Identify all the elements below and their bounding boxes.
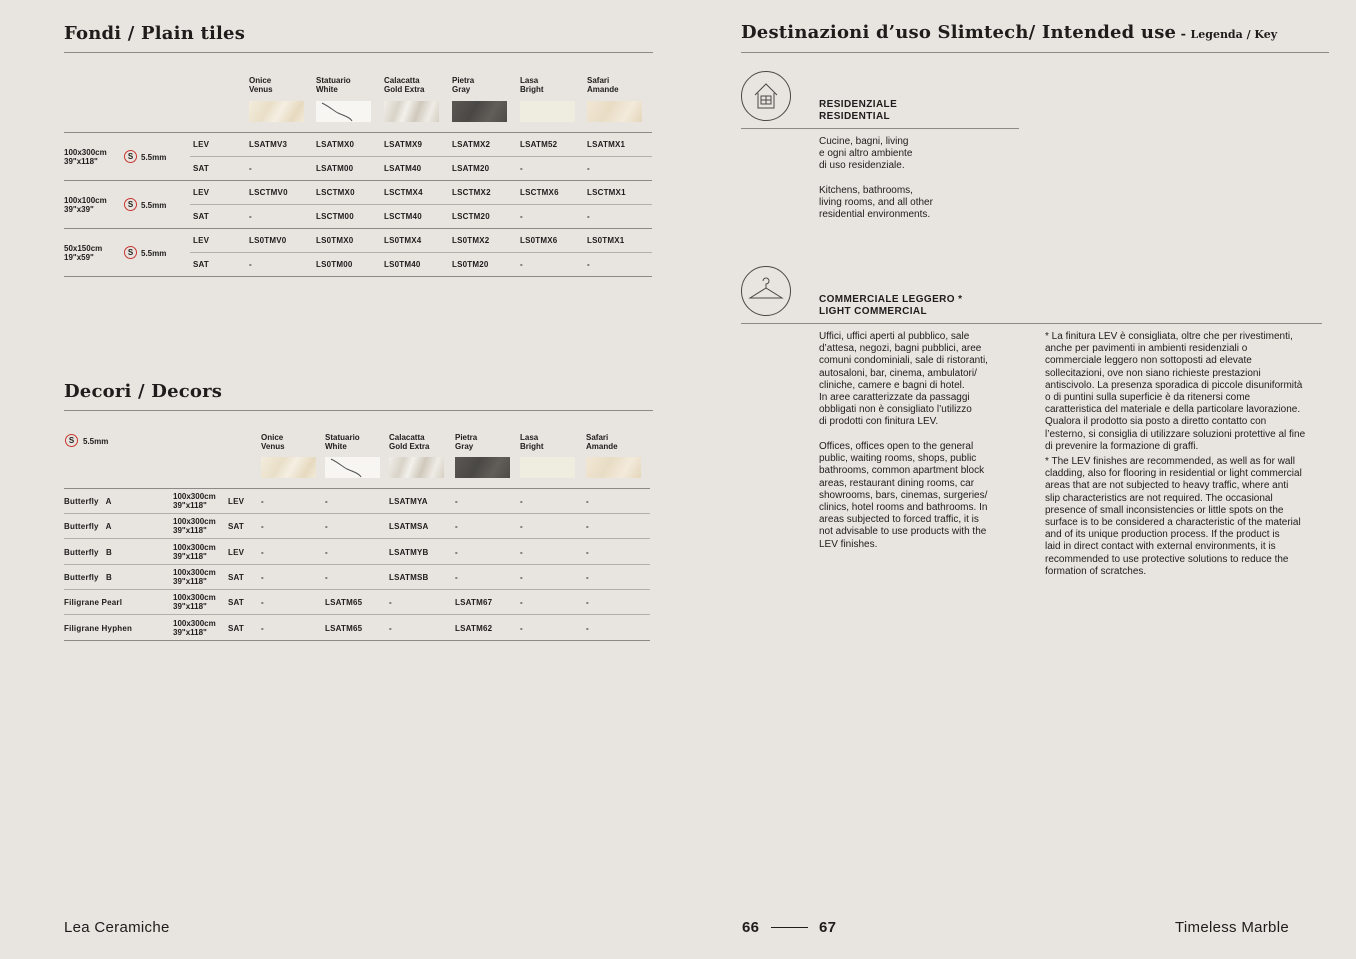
product-code: - — [389, 598, 392, 608]
table-top-rule — [64, 488, 650, 489]
color-header: Calacatta — [384, 76, 420, 85]
finish-label: LEV — [228, 497, 245, 506]
tile-size: 50x150cm — [64, 244, 103, 253]
page-number-right: 67 — [819, 919, 837, 936]
product-code: LS0TMX1 — [587, 236, 625, 245]
row-rule — [64, 564, 650, 565]
color-header: Safari — [587, 76, 610, 85]
slimtech-thickness-icon: S — [124, 150, 137, 163]
text-line: areas that are not subjected to heavy traffic, where anti — [1045, 480, 1289, 492]
product-code: LS0TMX2 — [452, 236, 490, 245]
tile-size-inches: 39"x118" — [173, 576, 207, 586]
color-header: Statuario — [325, 433, 360, 442]
text-line: comuni condominiali, sale di ristoranti, — [819, 355, 988, 367]
product-code: - — [261, 497, 264, 506]
text-line: di prevenire la formazione di graffi. — [1045, 440, 1199, 452]
text-line: * La finitura LEV è consigliata, oltre che per rivestimenti, — [1045, 331, 1293, 342]
text-line: public, waiting rooms, shops, public — [819, 453, 977, 465]
product-code: LSATMX1 — [587, 140, 626, 149]
product-code: - — [586, 497, 589, 506]
finish-label: LEV — [193, 140, 210, 149]
table-top-rule — [64, 132, 652, 133]
color-swatch — [389, 457, 444, 478]
product-code: LSATMX2 — [452, 140, 491, 149]
row-rule — [190, 156, 652, 157]
text-line: * The LEV finishes are recommended, as well as for wall — [1045, 456, 1295, 467]
text-line: caratteristica del materiale e della particolare lavorazione. — [1045, 404, 1301, 416]
product-code: - — [261, 547, 264, 557]
text-line: anche per pavimenti in ambienti residenziali o — [1045, 343, 1248, 355]
color-header: Gray — [452, 85, 471, 94]
product-code: LSATM40 — [384, 164, 422, 173]
product-code: - — [520, 497, 523, 506]
color-swatch — [455, 457, 510, 478]
product-code: - — [520, 164, 523, 173]
tile-size-inches: 39"x39" — [64, 205, 94, 214]
text-line: Kitchens, bathrooms, — [819, 185, 913, 196]
product-code: - — [455, 572, 458, 582]
commercial-text-it — [819, 331, 988, 429]
decor-thickness: 5.5mm — [83, 437, 109, 446]
color-swatch — [325, 457, 380, 478]
text-line: slip characteristics are not required. The occasional — [1045, 492, 1273, 504]
text-line: autosaloni, bar, cinema, ambulatori/ — [819, 367, 977, 379]
text-line: commerciale leggero non sottoposti ad elevate — [1045, 355, 1252, 367]
commercial-text-en — [819, 441, 987, 551]
product-code: LSATM20 — [452, 164, 490, 173]
color-header: Amande — [586, 442, 618, 451]
text-line: surface is to be considered a characteristic of the material — [1045, 517, 1301, 529]
collection-name: Timeless Marble — [1175, 919, 1289, 936]
product-code: LSCTM40 — [384, 212, 422, 221]
residential-heading-it: RESIDENZIALE — [819, 99, 898, 110]
product-code: - — [389, 623, 392, 633]
intended-use-title: Destinazioni d’uso Slimtech/ Intended use — [741, 22, 1177, 43]
product-code: - — [587, 212, 590, 221]
product-code: LS0TM00 — [316, 260, 353, 269]
row-rule — [64, 589, 650, 590]
product-code: - — [261, 598, 264, 608]
product-code: LS0TMX0 — [316, 236, 354, 245]
color-swatch — [520, 101, 575, 122]
finish-label: SAT — [193, 260, 210, 269]
group-rule — [64, 180, 652, 181]
tile-size: 100x300cm — [173, 517, 216, 527]
product-code: LSATM52 — [520, 140, 558, 149]
legend-key-label: Legenda / Key — [1190, 28, 1278, 41]
page-number-left: 66 — [742, 919, 760, 936]
product-code: LS0TMX4 — [384, 236, 422, 245]
color-header: Gold Extra — [389, 442, 430, 451]
slimtech-thickness-icon: S — [124, 246, 137, 259]
lev-note-en — [1045, 456, 1302, 578]
tile-size-inches: 39"x118" — [173, 627, 207, 637]
page-number-divider — [771, 927, 808, 928]
decor-name: Filigrane Hyphen — [64, 623, 133, 633]
color-header: Gray — [455, 442, 474, 451]
product-code: LSATMYA — [389, 497, 428, 506]
decor-name: Filigrane Pearl — [64, 598, 123, 608]
decor-name: Butterfly B — [64, 572, 112, 582]
product-code: LSCTMX0 — [316, 188, 355, 197]
text-line: Cucine, bagni, living — [819, 136, 909, 147]
tile-size: 100x300cm — [173, 618, 216, 628]
product-code: - — [261, 522, 264, 532]
text-line: areas subjected to forced traffic, it is — [819, 514, 979, 526]
text-line: residential environments. — [819, 209, 931, 221]
product-code: LSATMSB — [389, 572, 429, 582]
color-header: Amande — [587, 85, 619, 94]
product-code: LS0TMV0 — [249, 236, 287, 245]
finish-label: SAT — [193, 164, 210, 173]
brand-name: Lea Ceramiche — [64, 919, 170, 936]
commercial-divider — [741, 323, 1322, 324]
hanger-icon — [741, 266, 791, 316]
finish-label: SAT — [228, 572, 245, 582]
product-code: - — [455, 497, 458, 506]
color-header: Bright — [520, 442, 544, 451]
color-swatch — [261, 457, 316, 478]
tile-size-inches: 19"x59" — [64, 253, 94, 262]
tile-size-inches: 39"x118" — [173, 602, 207, 612]
color-header: Safari — [586, 433, 609, 442]
product-code: LSCTM00 — [316, 212, 354, 221]
tile-size: 100x300cm — [173, 593, 216, 603]
decors-title: Decori / Decors — [64, 381, 223, 402]
color-swatch — [249, 101, 304, 122]
text-line: areas, restaurant dining rooms, car — [819, 477, 975, 489]
product-code: LSCTMX6 — [520, 188, 559, 197]
finish-label: SAT — [228, 598, 245, 608]
row-rule — [190, 252, 652, 253]
product-code: LSATM67 — [455, 598, 493, 608]
intended-use-heading — [741, 22, 1277, 43]
group-rule — [64, 276, 652, 277]
color-swatch — [452, 101, 507, 122]
product-code: - — [520, 572, 523, 582]
tile-size: 100x100cm — [64, 196, 107, 205]
color-swatch — [384, 101, 439, 122]
text-line: formation of scratches. — [1045, 565, 1147, 577]
product-code: - — [587, 260, 590, 269]
product-code: - — [520, 260, 523, 269]
text-line: antiscivolo. La presenza sporadica di piccole disuniformità — [1045, 379, 1303, 391]
product-code: LSCTMX4 — [384, 188, 423, 197]
product-code: - — [520, 623, 523, 633]
finish-label: SAT — [228, 522, 245, 532]
text-line: recommended to use protective solutions to reduce the — [1045, 553, 1289, 565]
lev-note-it — [1045, 331, 1305, 453]
product-code: - — [586, 623, 589, 633]
decor-name: Butterfly A — [64, 522, 112, 532]
residential-text-it — [819, 136, 912, 173]
product-code: LSCTM20 — [452, 212, 490, 221]
color-header: Statuario — [316, 76, 351, 85]
color-swatch — [316, 101, 371, 122]
product-code: - — [520, 522, 523, 532]
color-header: Bright — [520, 85, 544, 94]
text-line: presence of small inconsistencies or little spots on the — [1045, 504, 1284, 516]
color-header: Pietra — [452, 76, 475, 85]
color-swatch — [520, 457, 575, 478]
color-header: Pietra — [455, 433, 478, 442]
product-code: - — [455, 522, 458, 532]
title-separator: - — [1180, 27, 1187, 42]
row-rule — [64, 538, 650, 539]
residential-heading-en: RESIDENTIAL — [819, 111, 891, 122]
text-line: In aree caratterizzate da passaggi — [819, 392, 970, 404]
color-header: Gold Extra — [384, 85, 425, 94]
text-line: not advisable to use products with the — [819, 526, 987, 538]
title-divider — [64, 52, 653, 53]
text-line: clinics, hotel rooms and bathrooms. In — [819, 502, 988, 514]
product-code: - — [520, 212, 523, 221]
decor-name: Butterfly B — [64, 547, 112, 557]
residential-divider — [741, 128, 1019, 129]
slimtech-thickness-icon: S — [65, 434, 78, 447]
product-code: - — [249, 164, 252, 173]
tile-size: 100x300cm — [173, 492, 216, 501]
product-code: - — [455, 547, 458, 557]
product-code: - — [249, 260, 252, 269]
product-code: LSCTMV0 — [249, 188, 288, 197]
row-rule — [64, 513, 650, 514]
product-code: - — [586, 598, 589, 608]
text-line: Qualora il prodotto sia posto a diretto contatto con — [1045, 416, 1267, 428]
product-code: LSCTMX1 — [587, 188, 626, 197]
color-header: Lasa — [520, 76, 539, 85]
tile-size-inches: 39"x118" — [64, 157, 98, 166]
text-line: laid in direct contact with external environments, it is — [1045, 541, 1276, 553]
decor-name: Butterfly A — [64, 497, 112, 506]
plain-tiles-title: Fondi / Plain tiles — [64, 23, 246, 44]
product-code: - — [249, 212, 252, 221]
commercial-heading — [819, 294, 962, 318]
row-rule — [190, 204, 652, 205]
product-code: LSATMX0 — [316, 140, 355, 149]
color-header: Venus — [261, 442, 285, 451]
slimtech-thickness-icon: S — [124, 198, 137, 211]
product-code: LSCTMX2 — [452, 188, 491, 197]
color-header: White — [316, 85, 338, 94]
product-code: - — [325, 547, 328, 557]
finish-label: LEV — [193, 236, 210, 245]
finish-label: LEV — [228, 547, 245, 557]
tile-size: 100x300cm — [173, 542, 216, 552]
product-code: LSATM65 — [325, 598, 363, 608]
text-line: Uffici, uffici aperti al pubblico, sale — [819, 331, 970, 342]
text-line: Offices, offices open to the general — [819, 441, 974, 452]
color-header: Venus — [249, 85, 273, 94]
thickness: 5.5mm — [141, 153, 167, 162]
row-rule — [64, 614, 650, 615]
text-line: sollecitazioni, ove non siano richieste prestazioni — [1045, 367, 1261, 379]
tile-size: 100x300cm — [64, 148, 107, 157]
residential-heading — [819, 99, 897, 123]
commercial-heading-en: LIGHT COMMERCIAL — [819, 306, 928, 317]
color-swatch — [586, 457, 641, 478]
row-rule — [64, 640, 650, 641]
product-code: - — [325, 572, 328, 582]
text-line: l’esterno, si consiglia di utilizzare soluzioni protettive al fine — [1045, 428, 1306, 440]
product-code: - — [586, 547, 589, 557]
text-line: d’attesa, negozi, bagni pubblici, aree — [819, 343, 982, 355]
color-header: Calacatta — [389, 433, 425, 442]
product-code: - — [325, 497, 328, 506]
text-line: bathrooms, common apartment block — [819, 465, 985, 477]
color-header: Onice — [249, 76, 272, 85]
text-line: LEV finishes. — [819, 538, 878, 550]
text-line: o di puntini sulla superficie è da ritenersi come — [1045, 392, 1251, 404]
text-line: living rooms, and all other — [819, 197, 933, 209]
product-code: LSATMV3 — [249, 140, 288, 149]
commercial-heading-it: COMMERCIALE LEGGERO * — [819, 294, 963, 305]
text-line: cladding, also for flooring in residential or light commercial — [1045, 468, 1302, 480]
tile-size-inches: 39"x118" — [173, 526, 207, 536]
text-line: di prodotti con finitura LEV. — [819, 416, 939, 428]
text-line: cliniche, camere e bagni di hotel. — [819, 379, 965, 391]
text-line: and of its unique production process. If the product is — [1045, 529, 1280, 541]
text-line: di uso residenziale. — [819, 160, 905, 172]
text-line: obbligati non è consigliato l’utilizzo — [819, 404, 972, 416]
product-code: LS0TM40 — [384, 260, 421, 269]
product-code: LS0TMX6 — [520, 236, 558, 245]
group-rule — [64, 228, 652, 229]
thickness: 5.5mm — [141, 249, 167, 258]
product-code: LSATMYB — [389, 547, 429, 557]
product-code: - — [261, 572, 264, 582]
tile-size-inches: 39"x118" — [173, 501, 207, 510]
product-code: LSATM65 — [325, 623, 363, 633]
product-code: - — [261, 623, 264, 633]
finish-label: LEV — [193, 188, 210, 197]
color-header: Lasa — [520, 433, 539, 442]
product-code: - — [325, 522, 328, 532]
tile-size: 100x300cm — [173, 567, 216, 577]
tile-size-inches: 39"x118" — [173, 551, 207, 561]
product-code: LSATM00 — [316, 164, 354, 173]
house-icon — [741, 71, 791, 121]
product-code: - — [586, 522, 589, 532]
finish-label: SAT — [228, 623, 245, 633]
product-code: LSATMSA — [389, 522, 429, 532]
residential-text-en — [819, 185, 933, 222]
color-header: Onice — [261, 433, 284, 442]
decors-title-divider — [64, 410, 653, 411]
intended-use-divider — [741, 52, 1329, 53]
text-line: e ogni altro ambiente — [819, 148, 913, 160]
thickness: 5.5mm — [141, 201, 167, 210]
product-code: LS0TM20 — [452, 260, 489, 269]
color-swatch — [587, 101, 642, 122]
product-code: - — [586, 572, 589, 582]
product-code: LSATMX9 — [384, 140, 423, 149]
product-code: - — [587, 164, 590, 173]
product-code: - — [520, 547, 523, 557]
color-header: White — [325, 442, 347, 451]
product-code: LSATM62 — [455, 623, 493, 633]
product-code: - — [520, 598, 523, 608]
finish-label: SAT — [193, 212, 210, 221]
text-line: showrooms, bars, cinemas, surgeries/ — [819, 489, 988, 501]
